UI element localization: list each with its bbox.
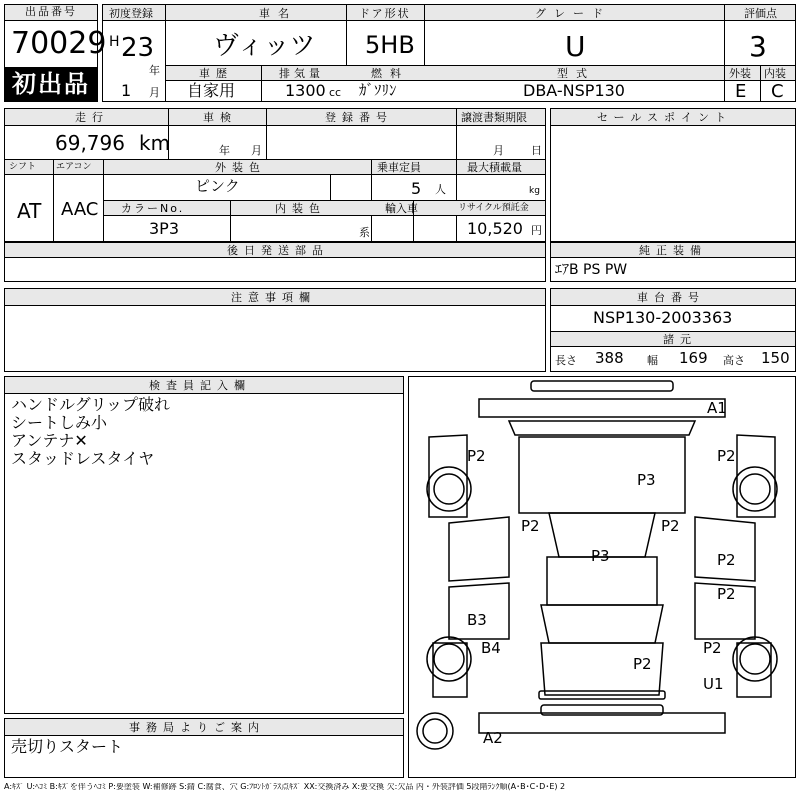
interior-color-label: 内装色 (275, 202, 326, 215)
interior-grade: C (771, 81, 784, 102)
damage-mark: P3 (637, 471, 656, 489)
reg-era: H (109, 34, 120, 50)
mileage-label: 走行 (75, 111, 109, 124)
car-name: ヴィッツ (213, 31, 316, 61)
transfer-day-unit: 日 (531, 144, 542, 157)
sales-point-label: セールスポイント (597, 111, 733, 124)
reg-no-label: 登録番号 (325, 111, 393, 124)
capacity-label: 乗車定員 (377, 161, 421, 174)
damage-mark: P2 (521, 517, 540, 535)
damage-mark: P2 (703, 639, 722, 657)
color-label: 外装色 (215, 161, 266, 174)
ac-label: エアコン (56, 162, 92, 172)
reg-month-unit: 月 (149, 86, 160, 99)
ac-value: AAC (61, 199, 99, 220)
interior-label: 内装 (764, 67, 786, 80)
equipment-box (550, 242, 796, 282)
width-value: 169 (679, 349, 708, 367)
transfer-month-unit: 月 (493, 144, 504, 157)
score-value: 3 (749, 30, 767, 63)
reg-month: 1 (121, 81, 132, 100)
vehicle-header-table (102, 4, 796, 102)
load-label: 最大積載量 (467, 161, 522, 174)
model-value: DBA-NSP130 (523, 81, 625, 100)
color-no-value: 3P3 (149, 219, 180, 238)
shift-value: AT (17, 199, 42, 223)
width-label: 幅 (647, 354, 658, 367)
capacity-value: 5 (411, 179, 422, 198)
import-label: 輸入車 (385, 202, 418, 215)
fuel-value: ｶﾞｿﾘﾝ (359, 81, 397, 99)
office-label: 事務局よりご案内 (129, 721, 265, 734)
spec-label: 諸元 (663, 333, 697, 346)
header-band (103, 5, 795, 21)
legend-text: A:ｷｽﾞ U:ﾍｺﾐ B:ｷｽﾞを伴うﾍｺﾐ P:要塗装 W:補修跡 S:錆 C:腐食、穴 G:ﾌﾛﾝﾄｶﾞﾗｽ点ｷｽﾞ XX:交換済み X:要交換 欠:欠品 内・外装評価 5段階ﾗﾝｸ順(A･B･C･D･E) 2 (4, 783, 566, 791)
grade-value: U (565, 30, 586, 63)
reg-label: 初度登録 (109, 7, 153, 20)
damage-mark: P2 (717, 551, 736, 569)
sales-point-box (550, 108, 796, 242)
color-value: ピンク (195, 177, 240, 195)
mileage-value: 69,796 (55, 131, 125, 155)
inspector-line: シートしみ小 (11, 413, 108, 432)
inspector-line: アンテナ✕ (11, 431, 88, 450)
shift-label: シフト (9, 162, 37, 172)
damage-mark: U1 (703, 675, 724, 693)
car-outline-diagram (409, 377, 795, 777)
damage-mark: B3 (467, 611, 487, 629)
details-table (4, 108, 546, 242)
damage-mark: A2 (483, 729, 503, 747)
inspection-year-unit: 年 (219, 144, 230, 157)
inspector-label: 検査員記入欄 (149, 379, 251, 392)
damage-mark: B4 (481, 639, 501, 657)
chassis-box (550, 288, 796, 372)
length-value: 388 (595, 349, 624, 367)
office-box (4, 718, 404, 778)
chassis-value: NSP130-2003363 (593, 308, 733, 327)
damage-mark: P2 (633, 655, 652, 673)
capacity-unit: 人 (435, 183, 446, 196)
mileage-unit: km (139, 131, 171, 155)
door-type: 5HB (365, 31, 415, 59)
damage-mark: A1 (707, 399, 727, 417)
height-label: 高さ (723, 354, 745, 367)
grade-label: グレード (535, 7, 611, 20)
equipment-label: 純正装備 (639, 244, 707, 257)
damage-mark: P2 (717, 585, 736, 603)
inspector-box (4, 376, 404, 714)
model-label: 型式 (557, 67, 595, 80)
damage-mark: P2 (717, 447, 736, 465)
car-name-label: 車名 (259, 7, 297, 20)
notes-label: 注意事項欄 (231, 291, 316, 304)
transfer-label: 譲渡書類期限 (461, 111, 527, 124)
exterior-label: 外装 (729, 67, 751, 80)
inspection-month-unit: 月 (251, 144, 262, 157)
recycle-label: リサイクル預託金 (458, 203, 529, 213)
notes-box (4, 288, 546, 372)
office-text: 売切りスタート (11, 737, 124, 756)
inspector-line: スタッドレスタイヤ (11, 449, 155, 468)
inspector-line: ハンドルグリップ破れ (11, 395, 171, 414)
damage-mark: P3 (591, 547, 610, 565)
fuel-label: 燃料 (371, 67, 409, 80)
damage-mark: P2 (661, 517, 680, 535)
lot-number: 70029 (11, 26, 107, 61)
reg-year: 23 (121, 33, 155, 63)
score-label: 評価点 (744, 7, 777, 20)
parts-label: 後日発送部品 (227, 244, 329, 257)
exterior-grade: E (735, 81, 747, 102)
interior-color-unit: 系 (359, 226, 370, 239)
height-value: 150 (761, 349, 790, 367)
parts-box (4, 242, 546, 282)
lot-number-box (4, 4, 107, 102)
history-value: 自家用 (187, 81, 236, 100)
history-label: 車歴 (199, 67, 233, 80)
door-label: ドア形状 (359, 7, 411, 20)
length-label: 長さ (555, 354, 577, 367)
displacement-value: 1300 (285, 81, 326, 100)
recycle-unit: 円 (531, 224, 542, 237)
first-listing-badge: 初出品 (5, 67, 97, 101)
recycle-value: 10,520 (467, 219, 523, 238)
damage-diagram (408, 376, 796, 778)
damage-mark: P2 (467, 447, 486, 465)
load-unit: kg (529, 186, 540, 196)
equipment-value: ｴｱB PS PW (555, 262, 628, 278)
displacement-label: 排気量 (279, 67, 324, 80)
chassis-label: 車台番号 (637, 291, 705, 304)
inspection-label: 車検 (203, 111, 237, 124)
color-no-label: カラーNo. (121, 202, 185, 215)
reg-year-unit: 年 (149, 64, 160, 77)
lot-number-label: 出品番号 (5, 5, 97, 21)
displacement-unit: cc (329, 86, 342, 99)
